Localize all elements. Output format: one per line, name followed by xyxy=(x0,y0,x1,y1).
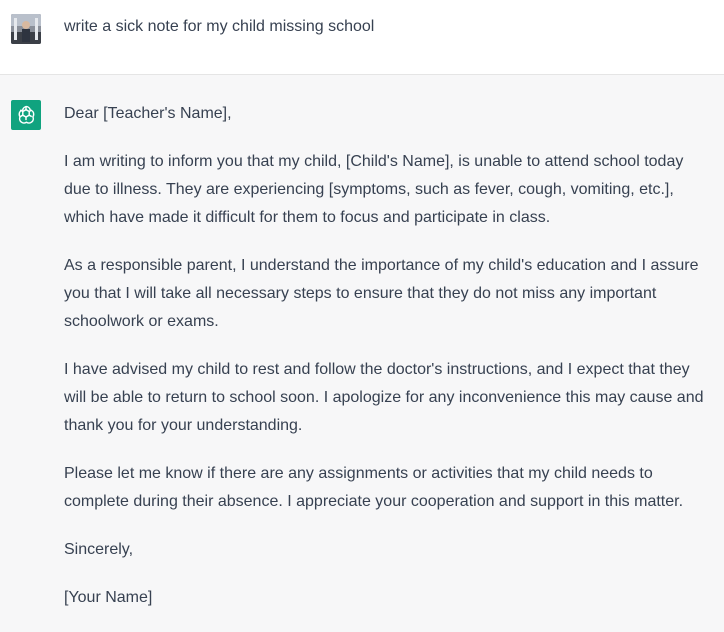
paragraph-line: thank you for your understanding. xyxy=(64,417,303,434)
letter-closing: Sincerely, xyxy=(64,541,134,558)
paragraph-line: schoolwork or exams. xyxy=(64,313,219,330)
assistant-message-row xyxy=(0,76,724,624)
paragraph-line: I have advised my child to rest and follow the doctor's instructions, and I expect that they xyxy=(64,361,690,378)
letter-paragraph xyxy=(64,252,720,336)
paragraph-line: I am writing to inform you that my child, [Child's Name], is unable to attend school today xyxy=(64,153,684,170)
paragraph-line: will be able to return to school soon. I apologize for any inconvenience this may cause and xyxy=(64,389,704,406)
openai-logo-icon xyxy=(15,104,37,126)
paragraph-line: due to illness. They are experiencing [symptoms, such as fever, cough, vomiting, etc.], xyxy=(64,181,674,198)
paragraph-line: Please let me know if there are any assignments or activities that my child needs to xyxy=(64,465,653,482)
letter-paragraph xyxy=(64,148,720,232)
paragraph-line: you that I will take all necessary steps to ensure that they do not miss any important xyxy=(64,285,657,302)
user-photo-avatar-icon xyxy=(11,14,41,44)
user-message-text: write a sick note for my child missing school xyxy=(64,18,375,35)
assistant-message-text xyxy=(64,100,720,632)
paragraph-line: which have made it difficult for them to focus and participate in class. xyxy=(64,209,551,226)
letter-paragraph xyxy=(64,356,720,440)
paragraph-line: As a responsible parent, I understand the importance of my child's education and I assure xyxy=(64,257,699,274)
letter-greeting: Dear [Teacher's Name], xyxy=(64,105,232,122)
paragraph-line: complete during their absence. I appreciate your cooperation and support in this matter. xyxy=(64,493,684,510)
letter-paragraph xyxy=(64,460,720,516)
user-avatar xyxy=(11,14,41,44)
assistant-avatar xyxy=(11,100,41,130)
user-message-row xyxy=(0,0,724,75)
letter-signature: [Your Name] xyxy=(64,589,153,606)
